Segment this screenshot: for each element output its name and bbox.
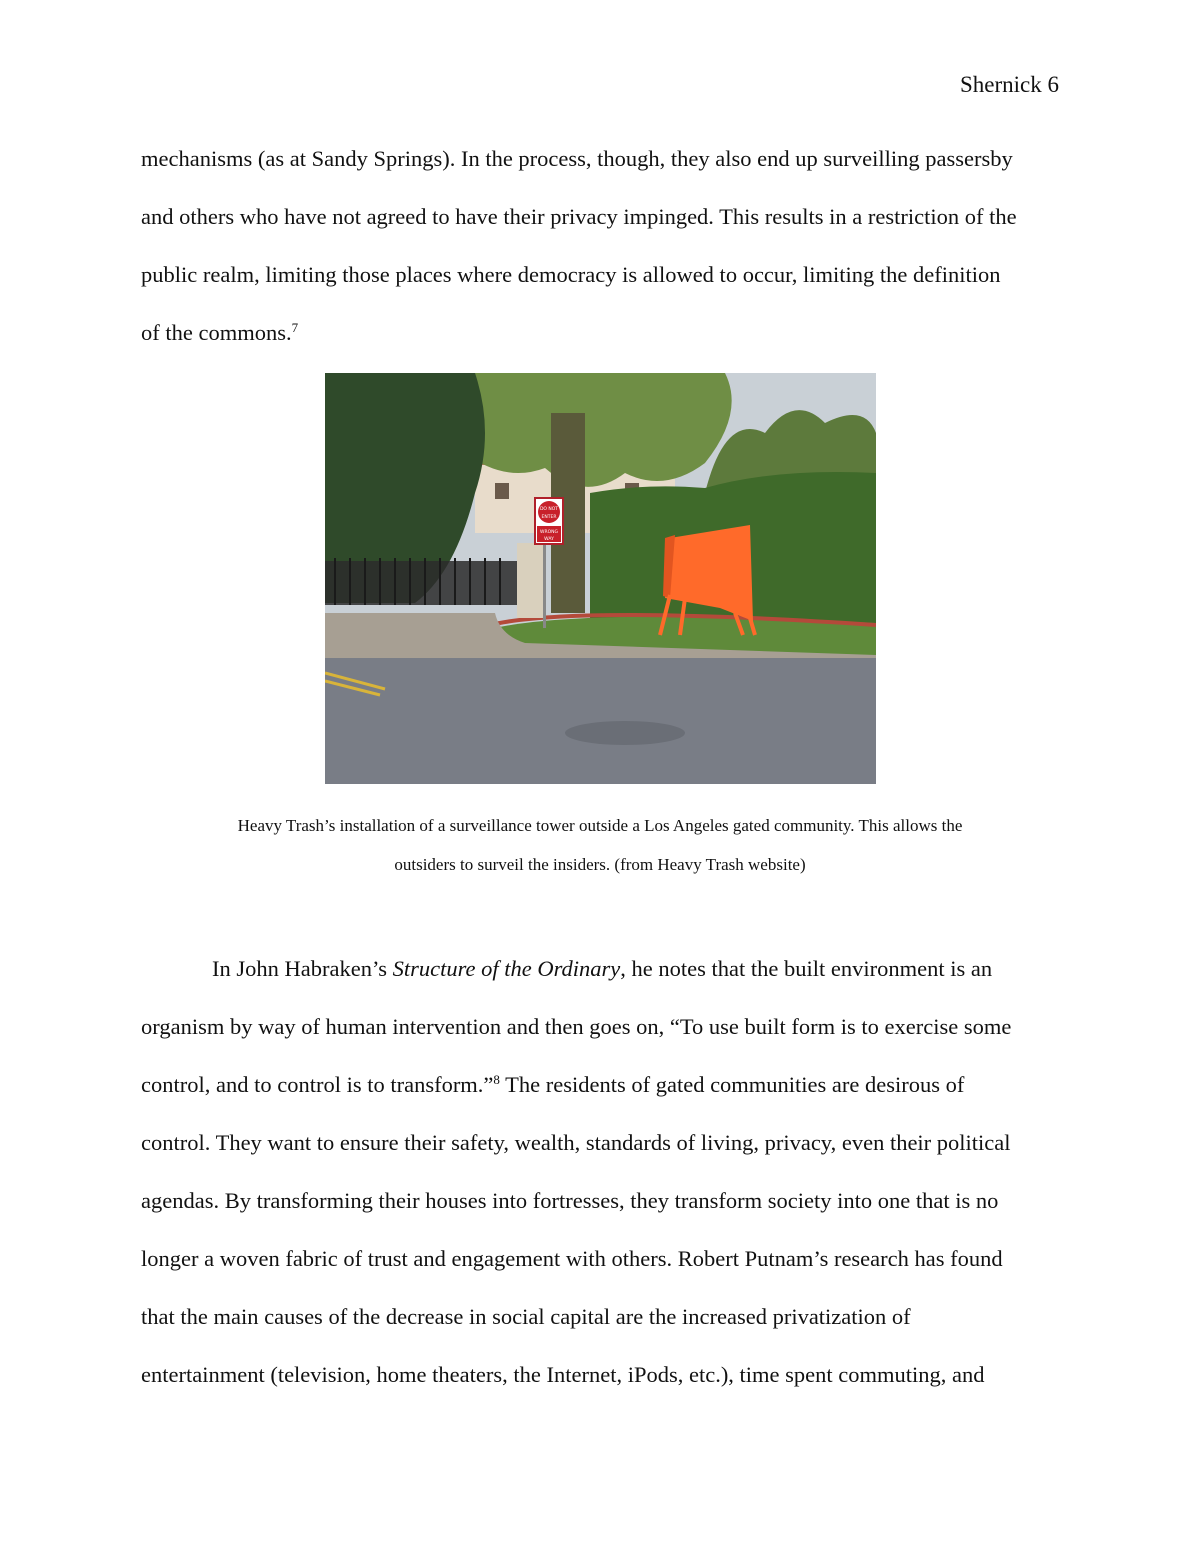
- footnote-marker: 8: [493, 1072, 500, 1087]
- sign-post: [543, 543, 546, 628]
- text-fragment: , he notes that the built environment is an: [620, 956, 993, 981]
- caption-line: Heavy Trash’s installation of a surveillance tower outside a Los Angeles gated community. This allows the: [237, 816, 963, 835]
- text-fragment: The residents of gated communities are desirous of: [499, 1072, 965, 1097]
- stone-pillar: [517, 543, 545, 618]
- text-line: [141, 954, 1061, 1012]
- text-fragment: of the commons.: [141, 320, 292, 345]
- road-patch: [565, 721, 685, 745]
- figure-caption: [0, 814, 1200, 892]
- sign-text: WRONG: [540, 530, 558, 535]
- paragraph-2: [141, 954, 1061, 1418]
- text-line: [141, 318, 1061, 376]
- caption-line: outsiders to surveil the insiders. (from Heavy Trash website): [394, 855, 806, 874]
- text-line: mechanisms (as at Sandy Springs). In the process, though, they also end up surveilling passersby: [141, 146, 1013, 171]
- text-fragment: In John Habraken’s: [212, 956, 393, 981]
- text-line: that the main causes of the decrease in social capital are the increased privatization of: [141, 1304, 911, 1329]
- road: [325, 658, 876, 784]
- book-title: Structure of the Ordinary: [392, 956, 621, 981]
- text-fragment: control, and to control is to transform.”: [141, 1072, 494, 1097]
- text-line: [141, 1070, 1061, 1128]
- iron-gate: [325, 561, 520, 605]
- footnote-marker: 7: [291, 320, 299, 335]
- window: [495, 483, 509, 499]
- sign-text: WAY: [544, 537, 554, 542]
- text-line: agendas. By transforming their houses into fortresses, they transform society into one that is no: [141, 1188, 999, 1213]
- sign-text: ENTER: [541, 515, 557, 520]
- sign-text: DO NOT: [539, 507, 559, 512]
- text-line: organism by way of human intervention and then goes on, “To use built form is to exercise some: [141, 1014, 1012, 1039]
- text-line: public realm, limiting those places where democracy is allowed to occur, limiting the definition: [141, 262, 1001, 287]
- page-header: Shernick 6: [959, 72, 1059, 97]
- paragraph-1: [141, 144, 1061, 376]
- figure-photo: [325, 373, 876, 784]
- text-line: entertainment (television, home theaters, the Internet, iPods, etc.), time spent commuting, and: [141, 1362, 985, 1387]
- text-line: longer a woven fabric of trust and engagement with others. Robert Putnam’s research has found: [141, 1246, 1003, 1271]
- street-scene-photo: [325, 373, 876, 784]
- text-line: control. They want to ensure their safety, wealth, standards of living, privacy, even their political: [141, 1130, 1011, 1155]
- text-line: and others who have not agreed to have their privacy impinged. This results in a restriction of the: [141, 204, 1017, 229]
